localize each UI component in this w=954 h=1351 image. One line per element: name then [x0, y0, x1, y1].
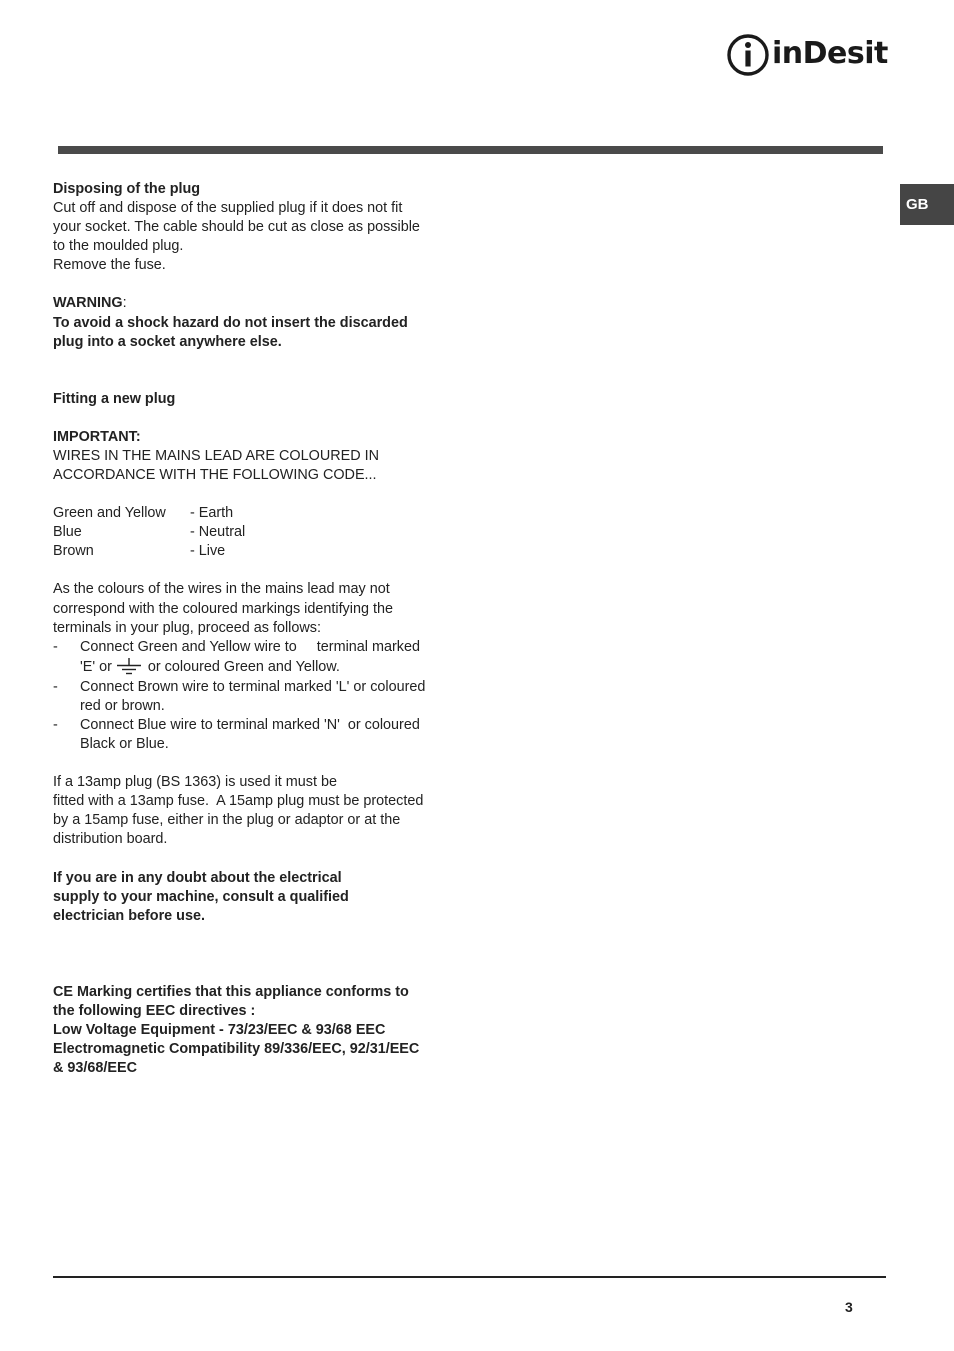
doubt-line: supply to your machine, consult a qualified — [53, 888, 349, 905]
text-line: correspond with the coloured markings identifying the — [53, 600, 393, 617]
warning-label: WARNING — [53, 295, 123, 312]
wire-meaning: - Earth — [190, 505, 234, 522]
list-item — [53, 638, 453, 678]
text-line: terminals in your plug, proceed as follows: — [53, 619, 321, 636]
text-line: distribution board. — [53, 831, 168, 848]
disposing-heading: Disposing of the plug — [53, 181, 201, 197]
ce-line: the following EEC directives : — [53, 1002, 256, 1019]
step-green-line1: Connect Green and Yellow wire to terminal marked — [80, 638, 420, 655]
wire-code-row — [53, 542, 453, 561]
warning-line: To avoid a shock hazard do not insert the discarded — [53, 314, 408, 331]
wire-meaning: - Live — [190, 543, 226, 560]
earth-symbol-icon — [116, 658, 142, 675]
page-number: 3 — [845, 1299, 853, 1315]
wire-colour: Blue — [53, 524, 82, 541]
ce-line: CE Marking certifies that this appliance conforms to — [53, 983, 409, 1000]
text-line: your socket. The cable should be cut as close as possible — [53, 219, 420, 236]
wire-code-row — [53, 523, 453, 542]
wire-code-row — [53, 504, 453, 523]
footer-divider — [53, 1276, 886, 1278]
wire-meaning: - Neutral — [190, 524, 246, 541]
wire-colour: Green and Yellow — [53, 505, 166, 522]
step-green-prefix: 'E' or — [80, 658, 112, 675]
text-line: As the colours of the wires in the mains lead may not — [53, 581, 390, 598]
doubt-line: If you are in any doubt about the electrical — [53, 869, 342, 886]
warning-heading — [53, 294, 453, 313]
text-line: ACCORDANCE WITH THE FOLLOWING CODE... — [53, 467, 377, 484]
ce-line: & 93/68/EEC — [53, 1060, 137, 1077]
step-brown-line1: Connect Brown wire to terminal marked 'L' or coloured — [80, 678, 426, 695]
language-tab: GB — [900, 184, 954, 225]
text-line: Remove the fuse. — [53, 257, 166, 274]
indesit-logo — [726, 33, 888, 79]
ce-line: Electromagnetic Compatibility 89/336/EEC, 92/31/EEC — [53, 1041, 420, 1058]
page-content — [53, 180, 453, 1078]
wire-colour: Brown — [53, 543, 94, 560]
step-green-line2 — [80, 657, 420, 678]
text-line: by a 15amp fuse, either in the plug or adaptor or at the — [53, 812, 401, 829]
brand-wordmark: inDesit — [772, 36, 888, 71]
step-brown-line2: red or brown. — [80, 697, 165, 714]
doubt-line: electrician before use. — [53, 907, 205, 924]
list-dash: - — [53, 716, 58, 733]
text-line: Cut off and dispose of the supplied plug if it does not fit — [53, 200, 403, 217]
text-line: WIRES IN THE MAINS LEAD ARE COLOURED IN — [53, 447, 379, 464]
step-blue-line1: Connect Blue wire to terminal marked 'N' or coloured — [80, 716, 420, 733]
text-line: fitted with a 13amp fuse. A 15amp plug must be protected — [53, 793, 424, 810]
fitting-heading: Fitting a new plug — [53, 390, 176, 407]
indesit-i-mark-icon — [726, 33, 770, 77]
step-green-suffix: or coloured Green and Yellow. — [147, 658, 340, 675]
list-dash: - — [53, 638, 58, 655]
list-item — [53, 678, 453, 716]
warning-line: plug into a socket anywhere else. — [53, 333, 282, 350]
text-line: to the moulded plug. — [53, 238, 184, 255]
list-item — [53, 716, 453, 754]
ce-line: Low Voltage Equipment - 73/23/EEC & 93/68 EEC — [53, 1022, 386, 1038]
step-blue-line2: Black or Blue. — [80, 736, 169, 753]
important-label: IMPORTANT: — [53, 428, 141, 445]
text-line: If a 13amp plug (BS 1363) is used it must be — [53, 774, 337, 791]
header-divider — [58, 146, 883, 154]
list-dash: - — [53, 678, 58, 695]
warning-colon: : — [122, 295, 127, 312]
